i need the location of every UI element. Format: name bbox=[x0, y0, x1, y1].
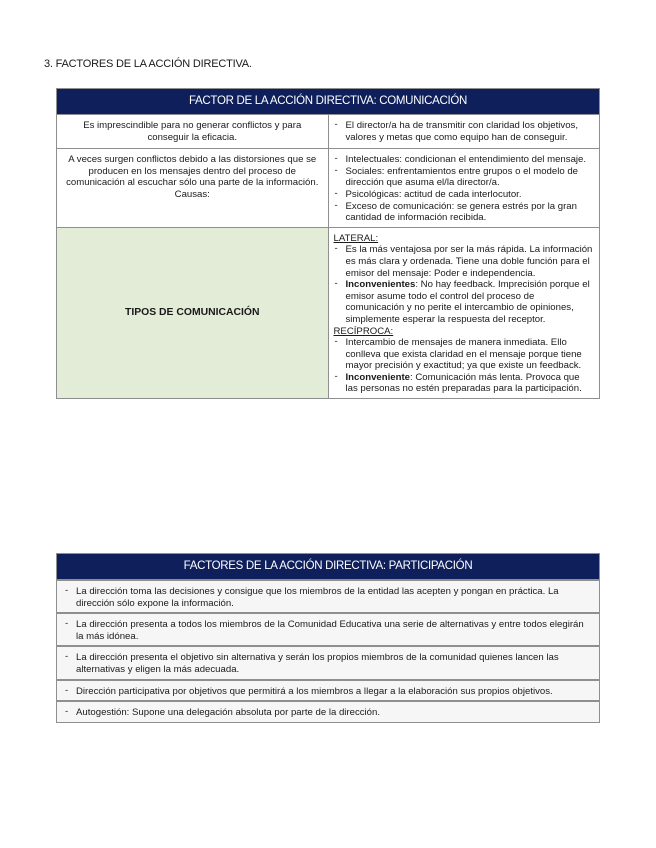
comunicacion-table-header: FACTOR DE LA ACCIÓN DIRECTIVA: COMUNICACIÓN bbox=[57, 89, 600, 115]
inconvenientes-text: : No hay feedback. Imprecisión porque el emisor asume todo el control del proceso de comunicación y no perite el intercambio de opiniones, simplemente esperar la respuesta del receptor. bbox=[345, 279, 590, 325]
row1-left-cell: Es imprescindible para no generar conflictos y para conseguir la eficacia. bbox=[57, 115, 329, 149]
list-item bbox=[334, 372, 594, 395]
list-item: - Dirección participativa por objetivos que permitirá a los miembros a llegar a la elaboración sus propios objetivos. bbox=[64, 686, 591, 698]
list-item: - Es la más ventajosa por ser la más rápida. La información es más clara y ordenada. Tiene una doble función para el emisor del mensaje: Poder e independencia. bbox=[334, 244, 594, 279]
participacion-table-header: FACTORES DE LA ACCIÓN DIRECTIVA: PARTICIPACIÓN bbox=[57, 554, 600, 581]
list-item: - Intercambio de mensajes de manera inmediata. Ello conlleva que exista claridad en el mensaje porque tiene mayor precisión y exactitud; ya que existe un feedback. bbox=[334, 337, 594, 372]
section-title: 3. FACTORES DE LA ACCIÓN DIRECTIVA. bbox=[44, 58, 252, 70]
row2-right-cell bbox=[328, 149, 600, 228]
table-row bbox=[57, 680, 600, 702]
table-row bbox=[57, 701, 600, 722]
list-item: - La dirección presenta a todos los miembros de la Comunidad Educativa una serie de alternativas y entre todos elegirán la más idónea. bbox=[64, 619, 591, 642]
row2-left-cell: A veces surgen conflictos debido a las distorsiones que se producen en los mensajes dentro del proceso de comunicación al escuchar sólo una parte de la información. Causas: bbox=[57, 149, 329, 228]
inconveniente-text: : Comunicación más lenta. Provoca que las personas no estén preparadas para la participación. bbox=[345, 371, 582, 395]
inconveniente-label: Inconveniente bbox=[345, 371, 411, 383]
reciproca-label: RECÍPROCA: bbox=[333, 325, 394, 337]
list-item: - La dirección toma las decisiones y consigue que los miembros de la entidad las acepten y pongan en práctica. La dirección sólo expone la información. bbox=[64, 586, 591, 609]
list-item: - Exceso de comunicación: se genera estrés por la gran cantidad de información recibida. bbox=[334, 201, 594, 224]
list-item: - Autogestión: Supone una delegación absoluta por parte de la dirección. bbox=[64, 707, 591, 719]
lateral-label: LATERAL: bbox=[333, 232, 379, 244]
table-row bbox=[57, 149, 600, 228]
comunicacion-table bbox=[56, 88, 600, 399]
table-row bbox=[57, 613, 600, 646]
table-row bbox=[57, 227, 600, 398]
list-item: - Intelectuales: condicionan el entendimiento del mensaje. bbox=[334, 154, 594, 166]
list-item: - Sociales: enfrentamientos entre grupos o el modelo de dirección que asuma el/la director/a. bbox=[334, 166, 594, 189]
list-item bbox=[334, 279, 594, 325]
row1-right-cell bbox=[328, 115, 600, 149]
table-row bbox=[57, 580, 600, 613]
tipos-comunicacion-cell: TIPOS DE COMUNICACIÓN bbox=[57, 227, 329, 398]
list-item: - Psicológicas: actitud de cada interlocutor. bbox=[334, 189, 594, 201]
list-item: - El director/a ha de transmitir con claridad los objetivos, valores y metas que como equipo han de conseguir. bbox=[334, 120, 594, 143]
inconvenientes-label: Inconvenientes bbox=[345, 279, 416, 291]
list-item: - La dirección presenta el objetivo sin alternativa y serán los propios miembros de la comunidad quienes lancen las alternativas y eligen la más adecuada. bbox=[64, 652, 591, 675]
row3-right-cell bbox=[328, 227, 600, 398]
participacion-table bbox=[56, 553, 600, 723]
table-row bbox=[57, 646, 600, 679]
table-row bbox=[57, 115, 600, 149]
